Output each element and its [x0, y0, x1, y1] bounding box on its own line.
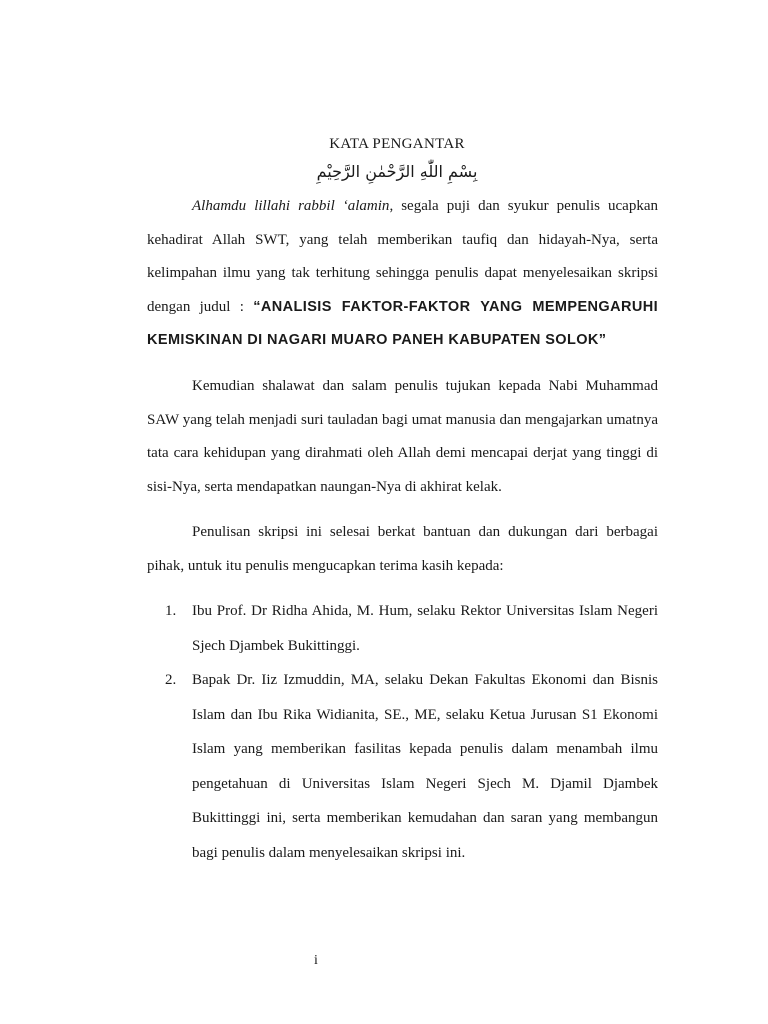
- list-text: Bapak Dr. Iiz Izmuddin, MA, selaku Dekan Fakultas Ekonomi dan Bisnis Islam dan Ibu Rika Widianita, SE., ME, selaku Ketua Jurusan S1 Ekonomi Islam yang memberikan fasilitas kepada penulis dalam menambah ilmu pengetahuan di Universitas Islam Negeri Sjech M. Djamil Djambek Bukittinggi ini, serta memberikan kemudahan dan saran yang membangun bagi penulis dalam menyelesaikan skripsi ini.: [192, 672, 658, 861]
- list-item: [147, 663, 658, 870]
- acknowledgment-list: [147, 594, 658, 870]
- acknowledgment-intro: Penulisan skripsi ini selesai berkat bantuan dan dukungan dari berbagai pihak, untuk itu penulis mengucapkan terima kasih kepada:: [147, 524, 658, 574]
- page-title: KATA PENGANTAR: [329, 136, 465, 152]
- opening-paragraph: [147, 190, 658, 358]
- list-text: Ibu Prof. Dr Ridha Ahida, M. Hum, selaku Rektor Universitas Islam Negeri Sjech Djambek Bukittinggi.: [192, 603, 658, 654]
- list-number: 1.: [165, 603, 177, 619]
- list-item: [147, 594, 658, 663]
- page-number: i: [314, 953, 318, 968]
- list-number: 2.: [165, 672, 177, 688]
- shalawat-paragraph: Kemudian shalawat dan salam penulis tujukan kepada Nabi Muhammad SAW yang telah menjadi suri tauladan bagi umat manusia dan mengajarkan umatnya tata cara kehidupan yang dirahmati oleh Allah demi mencapai derjat yang tinggi di sisi-Nya, serta mendapatkan naungan-Nya di akhirat kelak.: [147, 378, 658, 495]
- thesis-title: “ANALISIS FAKTOR-FAKTOR YANG MEMPENGARUHI KEMISKINAN DI NAGARI MUARO PANEH KABUPATEN SOLOK”: [147, 298, 658, 348]
- opening-italic: Alhamdu lillahi rabbil ‘alamin: [192, 198, 390, 214]
- basmalah-text: بِسْمِ اللّٰهِ الرَّحْمٰنِ الرَّحِيْمِ: [316, 162, 478, 181]
- opening-text: , segala puji dan syukur penulis ucapkan kehadirat Allah SWT, yang telah memberikan taufiq dan hidayah-Nya, serta kelimpahan ilmu yang tak terhitung sehingga penulis dapat menyelesaikan skripsi dengan judul :: [147, 198, 658, 315]
